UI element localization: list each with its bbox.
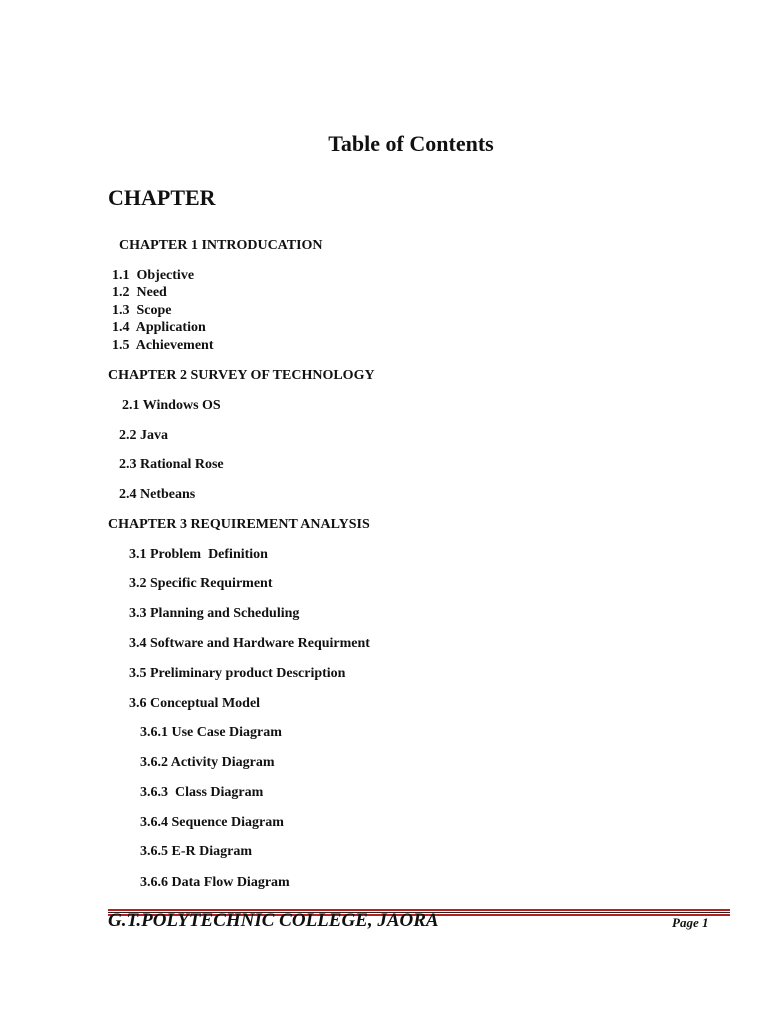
- toc-entry-2-1: 2.1 Windows OS: [122, 398, 221, 413]
- toc-entry-2-3: 2.3 Rational Rose: [119, 457, 224, 472]
- page-title: Table of Contents: [328, 131, 494, 156]
- toc-entry-3-3: 3.3 Planning and Scheduling: [129, 606, 300, 621]
- toc-entry-1-1: 1.1 Objective: [112, 268, 195, 283]
- toc-entry-3-6-2: 3.6.2 Activity Diagram: [140, 755, 275, 770]
- toc-entry-3-6-3: 3.6.3 Class Diagram: [140, 785, 264, 800]
- toc-entry-3-1: 3.1 Problem Definition: [129, 547, 268, 562]
- toc-entry-3-6: 3.6 Conceptual Model: [129, 696, 261, 711]
- toc-entry-3-6-1: 3.6.1 Use Case Diagram: [140, 725, 282, 740]
- toc-chapter-2: CHAPTER 2 SURVEY OF TECHNOLOGY: [108, 368, 375, 383]
- toc-entry-1-3: 1.3 Scope: [112, 303, 172, 318]
- toc-chapter-1: CHAPTER 1 INTRODUCATION: [119, 238, 323, 253]
- toc-entry-2-4: 2.4 Netbeans: [119, 487, 196, 502]
- footer-page-number: Page 1: [672, 915, 709, 930]
- section-heading: CHAPTER: [108, 185, 216, 210]
- toc-entry-1-4: 1.4 Application: [112, 320, 206, 335]
- toc-entry-1-5: 1.5 Achievement: [112, 338, 214, 353]
- toc-entry-3-2: 3.2 Specific Requirment: [129, 576, 273, 591]
- toc-entry-3-6-4: 3.6.4 Sequence Diagram: [140, 815, 284, 830]
- toc-chapter-3: CHAPTER 3 REQUIREMENT ANALYSIS: [108, 517, 370, 532]
- toc-entry-2-2: 2.2 Java: [119, 428, 168, 443]
- toc-entry-3-4: 3.4 Software and Hardware Requirment: [129, 636, 370, 651]
- toc-entry-3-6-6: 3.6.6 Data Flow Diagram: [140, 875, 290, 890]
- toc-entry-3-5: 3.5 Preliminary product Description: [129, 666, 346, 681]
- toc-entry-1-2: 1.2 Need: [112, 285, 167, 300]
- footer-institution: G.T.POLYTECHNIC COLLEGE, JAORA: [108, 910, 439, 931]
- toc-entry-3-6-5: 3.6.5 E-R Diagram: [140, 844, 252, 859]
